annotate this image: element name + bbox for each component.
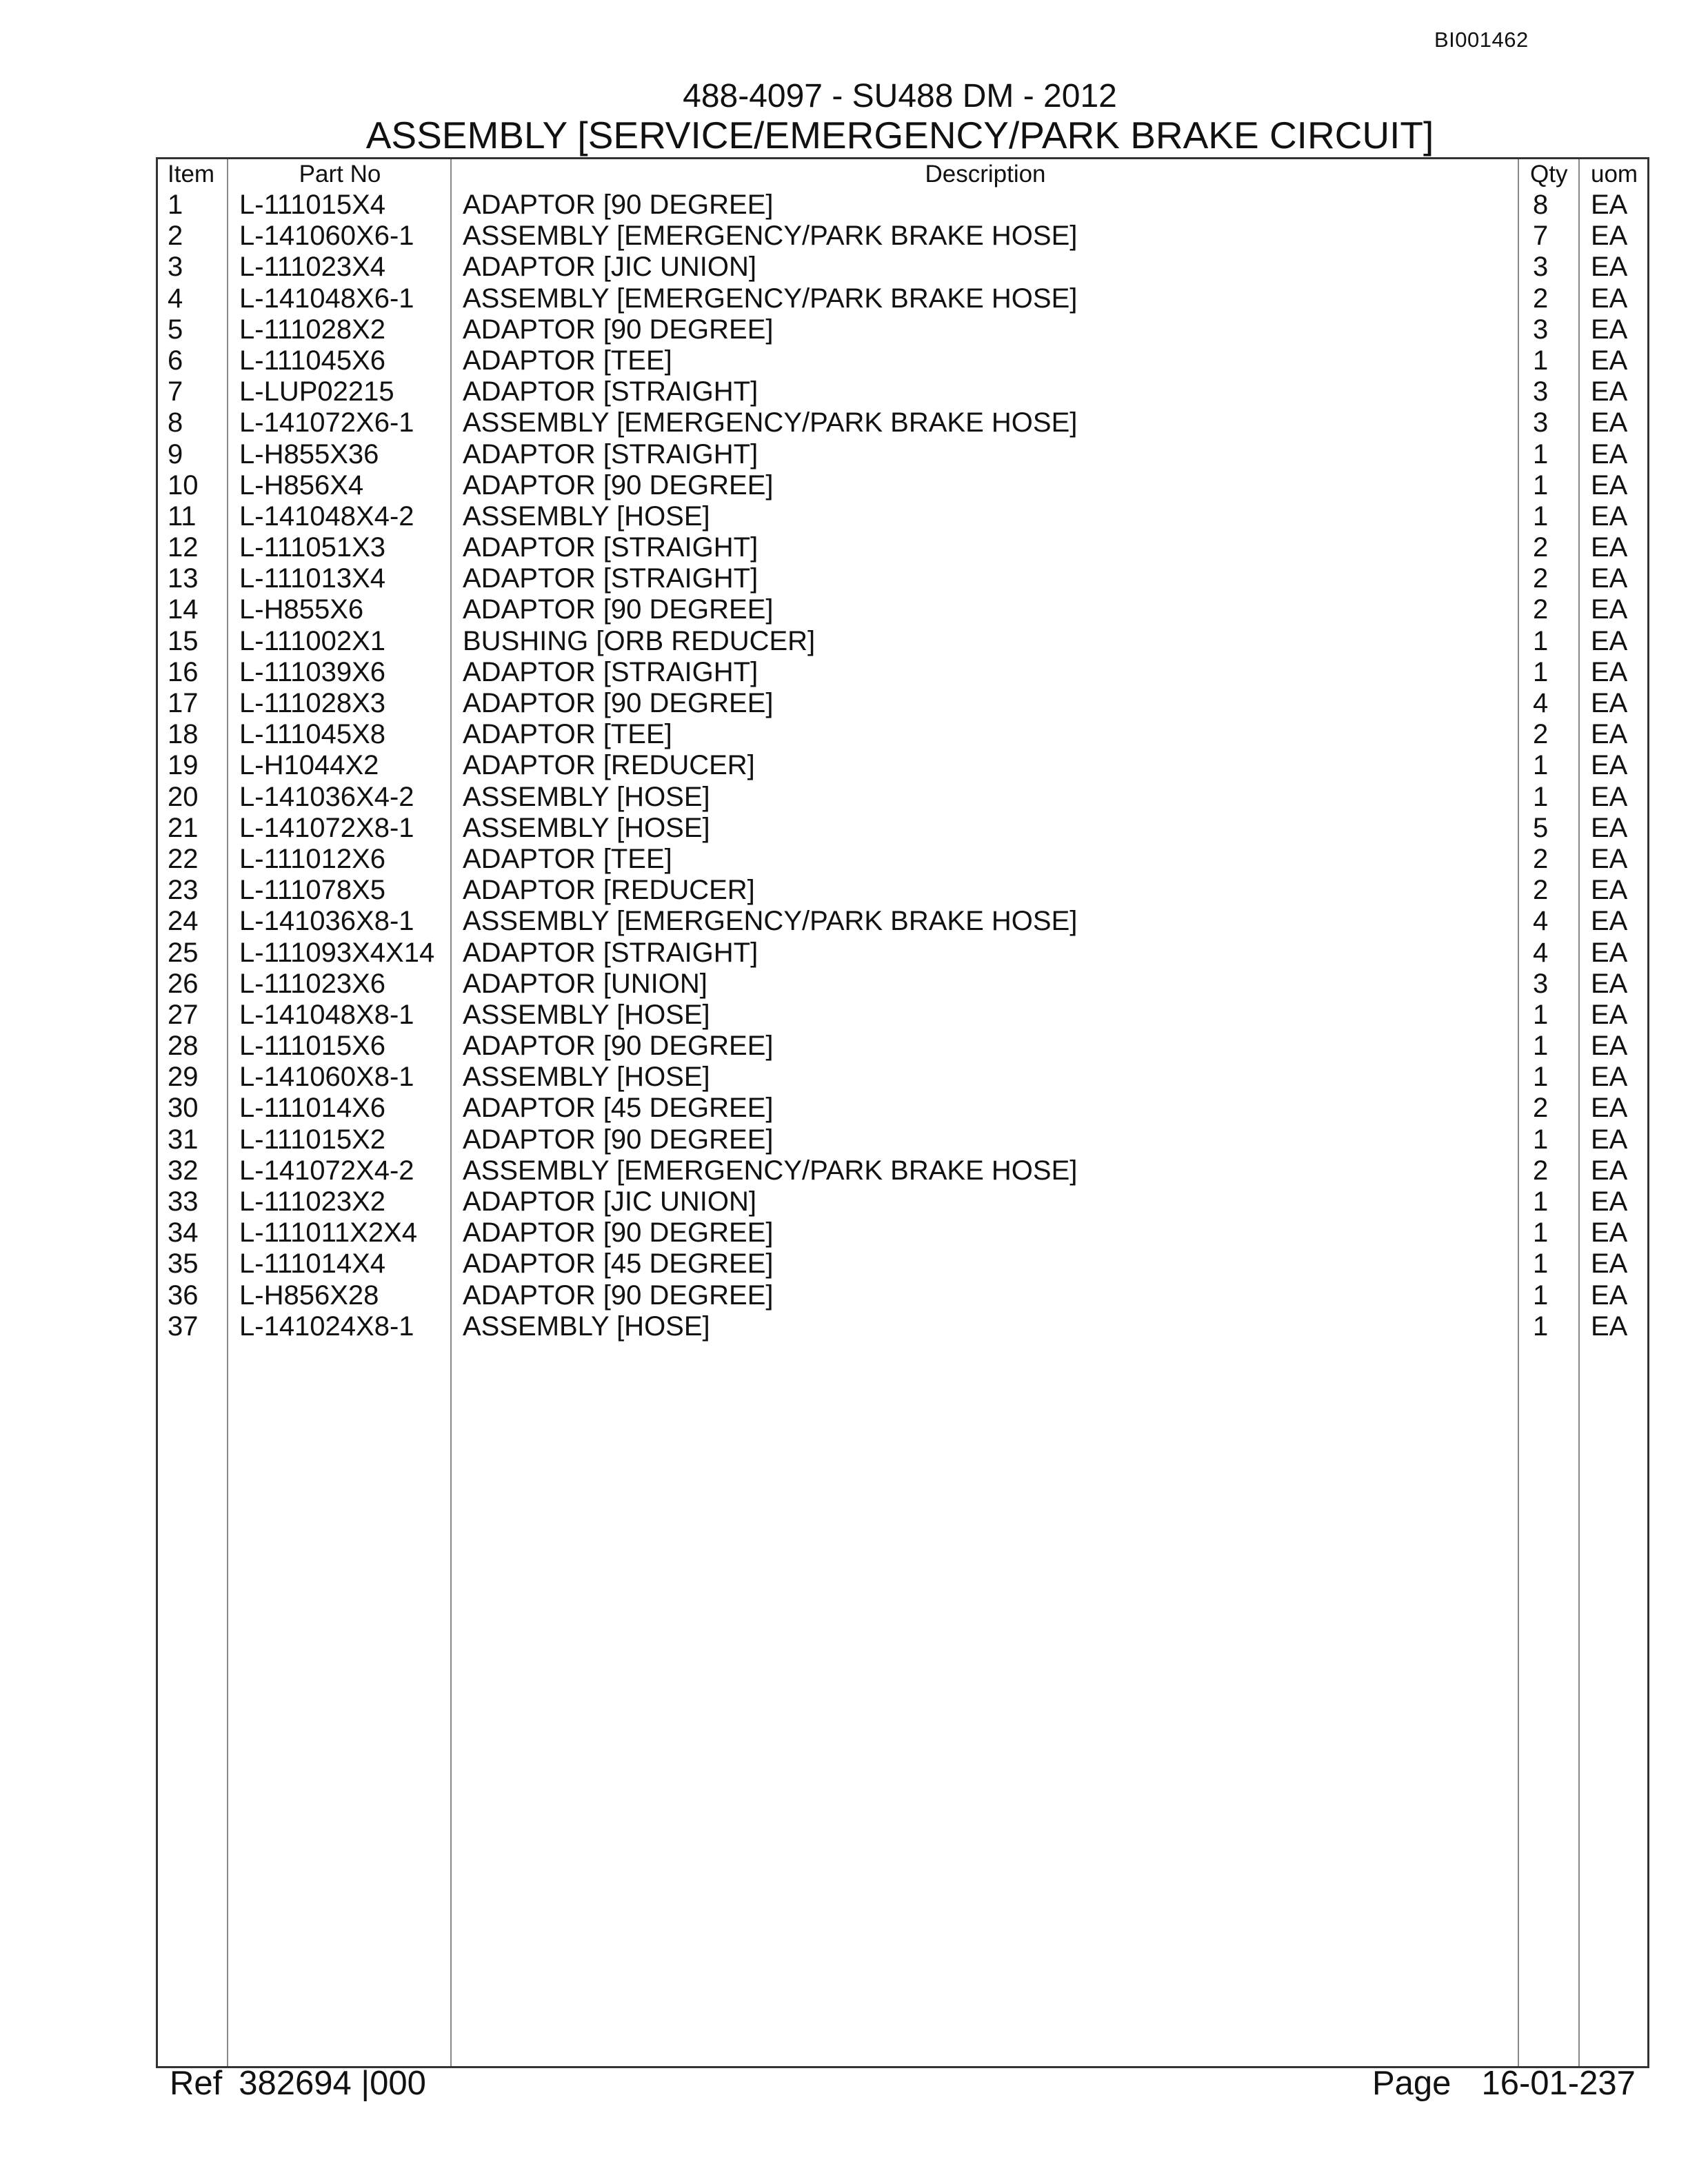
cell-qty: 1 <box>1533 469 1549 501</box>
cell-qty: 4 <box>1533 906 1549 937</box>
column-item <box>158 159 227 2066</box>
cell-part-no: L-111028X3 <box>239 688 386 718</box>
cell-qty: 2 <box>1533 843 1549 874</box>
parts-table <box>156 157 1649 2068</box>
cell-uom: EA <box>1591 1031 1628 1062</box>
cell-item: 17 <box>168 688 199 718</box>
cell-qty: 2 <box>1533 1093 1549 1124</box>
cell-uom: EA <box>1591 812 1628 843</box>
cell-description: ADAPTOR [STRAIGHT] <box>463 376 758 407</box>
cell-description: ASSEMBLY [EMERGENCY/PARK BRAKE HOSE] <box>463 283 1078 314</box>
cell-part-no: L-111045X8 <box>239 719 386 750</box>
cell-part-no: L-111014X6 <box>239 1093 386 1124</box>
cell-part-no: L-H855X36 <box>239 438 379 469</box>
cell-uom: EA <box>1591 469 1628 501</box>
cell-description: ASSEMBLY [HOSE] <box>463 812 710 843</box>
cell-item: 31 <box>168 1124 199 1155</box>
cell-part-no: L-111045X6 <box>239 345 386 376</box>
column-qty <box>1518 159 1580 2066</box>
cell-part-no: L-141060X8-1 <box>239 1062 414 1093</box>
cell-item: 21 <box>168 812 199 843</box>
qty-cells <box>1519 190 1580 1342</box>
page-title-assembly: ASSEMBLY [SERVICE/EMERGENCY/PARK BRAKE CIRCUIT] <box>365 114 1434 156</box>
cell-uom: EA <box>1591 1248 1628 1280</box>
cell-description: ADAPTOR [TEE] <box>463 345 672 376</box>
cell-part-no: L-111014X4 <box>239 1248 386 1280</box>
cell-description: ASSEMBLY [EMERGENCY/PARK BRAKE HOSE] <box>463 407 1078 438</box>
cell-uom: EA <box>1591 501 1628 532</box>
cell-qty: 2 <box>1533 1155 1549 1186</box>
cell-item: 22 <box>168 843 199 874</box>
cell-item: 18 <box>168 719 199 750</box>
cell-part-no: L-H1044X2 <box>239 750 379 781</box>
cell-item: 12 <box>168 532 199 563</box>
part-no-cells <box>228 190 452 1342</box>
cell-item: 25 <box>168 937 199 968</box>
cell-part-no: L-111051X3 <box>239 532 386 563</box>
cell-uom: EA <box>1591 1124 1628 1155</box>
cell-uom: EA <box>1591 221 1628 252</box>
cell-item: 16 <box>168 656 199 687</box>
cell-description: ADAPTOR [STRAIGHT] <box>463 563 758 594</box>
cell-item: 37 <box>168 1311 199 1342</box>
cell-uom: EA <box>1591 1155 1628 1186</box>
cell-part-no: L-141072X8-1 <box>239 812 414 843</box>
cell-item: 11 <box>168 501 197 532</box>
cell-qty: 2 <box>1533 563 1549 594</box>
cell-qty: 1 <box>1533 1124 1549 1155</box>
column-part-no <box>227 159 452 2066</box>
header-uom: uom <box>1591 161 1638 188</box>
cell-uom: EA <box>1591 625 1628 656</box>
cell-part-no: L-141036X8-1 <box>239 906 414 937</box>
description-cells <box>452 190 1519 1342</box>
cell-uom: EA <box>1591 999 1628 1030</box>
cell-qty: 8 <box>1533 190 1549 220</box>
cell-qty: 1 <box>1533 1217 1549 1248</box>
cell-qty: 4 <box>1533 688 1549 718</box>
cell-description: ASSEMBLY [EMERGENCY/PARK BRAKE HOSE] <box>463 906 1078 937</box>
cell-part-no: L-111093X4X14 <box>239 937 435 968</box>
cell-qty: 3 <box>1533 968 1549 999</box>
cell-uom: EA <box>1591 1311 1628 1342</box>
cell-qty: 7 <box>1533 221 1549 252</box>
cell-qty: 1 <box>1533 625 1549 656</box>
cell-qty: 3 <box>1533 376 1549 407</box>
cell-uom: EA <box>1591 438 1628 469</box>
cell-item: 36 <box>168 1280 199 1311</box>
cell-uom: EA <box>1591 656 1628 687</box>
cell-qty: 1 <box>1533 1280 1549 1311</box>
cell-description: ADAPTOR [UNION] <box>463 968 707 999</box>
cell-part-no: L-H856X4 <box>239 469 364 501</box>
cell-description: ADAPTOR [REDUCER] <box>463 750 755 781</box>
cell-item: 6 <box>168 345 183 376</box>
cell-uom: EA <box>1591 1093 1628 1124</box>
cell-item: 35 <box>168 1248 199 1280</box>
cell-item: 32 <box>168 1155 199 1186</box>
cell-part-no: L-111028X2 <box>239 314 386 345</box>
cell-description: ADAPTOR [TEE] <box>463 843 672 874</box>
cell-item: 20 <box>168 781 199 812</box>
page-title-model: 488-4097 - SU488 DM - 2012 <box>683 78 1117 114</box>
cell-description: ADAPTOR [TEE] <box>463 719 672 750</box>
cell-part-no: L-141048X6-1 <box>239 283 414 314</box>
cell-part-no: L-111011X2X4 <box>239 1217 417 1248</box>
cell-part-no: L-LUP02215 <box>239 376 394 407</box>
cell-item: 23 <box>168 875 199 906</box>
cell-item: 14 <box>168 594 199 625</box>
cell-qty: 2 <box>1533 532 1549 563</box>
cell-description: BUSHING [ORB REDUCER] <box>463 625 816 656</box>
cell-part-no: L-111002X1 <box>239 625 386 656</box>
cell-uom: EA <box>1591 252 1628 283</box>
cell-qty: 5 <box>1533 812 1549 843</box>
page-label: Page <box>1372 2065 1451 2102</box>
cell-uom: EA <box>1591 1186 1628 1217</box>
cell-qty: 4 <box>1533 937 1549 968</box>
cell-part-no: L-111012X6 <box>239 843 386 874</box>
cell-part-no: L-141048X4-2 <box>239 501 414 532</box>
cell-uom: EA <box>1591 532 1628 563</box>
cell-uom: EA <box>1591 937 1628 968</box>
cell-description: ASSEMBLY [HOSE] <box>463 999 710 1030</box>
cell-qty: 1 <box>1533 1062 1549 1093</box>
cell-description: ADAPTOR [45 DEGREE] <box>463 1248 774 1280</box>
cell-part-no: L-141072X4-2 <box>239 1155 414 1186</box>
ref-value: 382694 |000 <box>239 2065 426 2102</box>
cell-description: ADAPTOR [JIC UNION] <box>463 252 756 283</box>
cell-description: ASSEMBLY [EMERGENCY/PARK BRAKE HOSE] <box>463 221 1078 252</box>
column-uom <box>1578 159 1649 2066</box>
cell-item: 26 <box>168 968 199 999</box>
cell-item: 5 <box>168 314 183 345</box>
cell-qty: 3 <box>1533 407 1549 438</box>
cell-part-no: L-111013X4 <box>239 563 386 594</box>
footer-reference <box>170 2064 426 2103</box>
cell-description: ADAPTOR [90 DEGREE] <box>463 1217 774 1248</box>
header-part-no: Part No <box>299 161 381 188</box>
cell-uom: EA <box>1591 407 1628 438</box>
cell-qty: 2 <box>1533 594 1549 625</box>
cell-uom: EA <box>1591 968 1628 999</box>
cell-description: ADAPTOR [JIC UNION] <box>463 1186 756 1217</box>
cell-uom: EA <box>1591 190 1628 220</box>
cell-item: 13 <box>168 563 199 594</box>
cell-qty: 1 <box>1533 501 1549 532</box>
cell-description: ADAPTOR [STRAIGHT] <box>463 532 758 563</box>
cell-description: ADAPTOR [STRAIGHT] <box>463 656 758 687</box>
cell-item: 9 <box>168 438 183 469</box>
cell-uom: EA <box>1591 906 1628 937</box>
cell-item: 24 <box>168 906 199 937</box>
cell-item: 7 <box>168 376 183 407</box>
document-id: BI001462 <box>1434 28 1529 52</box>
cell-description: ASSEMBLY [HOSE] <box>463 1311 710 1342</box>
cell-part-no: L-141048X8-1 <box>239 999 414 1030</box>
cell-description: ADAPTOR [REDUCER] <box>463 875 755 906</box>
cell-description: ADAPTOR [90 DEGREE] <box>463 469 774 501</box>
cell-qty: 1 <box>1533 438 1549 469</box>
header-item: Item <box>168 161 215 188</box>
page-number: 16-01-237 <box>1481 2065 1636 2102</box>
ref-label: Ref <box>170 2065 223 2102</box>
cell-item: 33 <box>168 1186 199 1217</box>
cell-description: ADAPTOR [45 DEGREE] <box>463 1093 774 1124</box>
cell-part-no: L-111023X2 <box>239 1186 386 1217</box>
cell-uom: EA <box>1591 875 1628 906</box>
cell-part-no: L-111015X4 <box>239 190 386 220</box>
cell-description: ASSEMBLY [HOSE] <box>463 781 710 812</box>
cell-uom: EA <box>1591 1062 1628 1093</box>
footer-page <box>1372 2064 1636 2103</box>
cell-part-no: L-H856X28 <box>239 1280 379 1311</box>
cell-qty: 1 <box>1533 1248 1549 1280</box>
cell-item: 4 <box>168 283 183 314</box>
cell-item: 30 <box>168 1093 199 1124</box>
cell-item: 10 <box>168 469 199 501</box>
cell-description: ADAPTOR [90 DEGREE] <box>463 594 774 625</box>
cell-part-no: L-111015X2 <box>239 1124 386 1155</box>
cell-description: ASSEMBLY [EMERGENCY/PARK BRAKE HOSE] <box>463 1155 1078 1186</box>
cell-uom: EA <box>1591 1217 1628 1248</box>
cell-description: ADAPTOR [STRAIGHT] <box>463 937 758 968</box>
cell-description: ADAPTOR [90 DEGREE] <box>463 1280 774 1311</box>
cell-qty: 2 <box>1533 283 1549 314</box>
cell-qty: 1 <box>1533 1186 1549 1217</box>
cell-uom: EA <box>1591 376 1628 407</box>
cell-qty: 1 <box>1533 656 1549 687</box>
cell-qty: 2 <box>1533 875 1549 906</box>
cell-description: ADAPTOR [90 DEGREE] <box>463 190 774 220</box>
cell-part-no: L-111023X4 <box>239 252 386 283</box>
cell-part-no: L-H855X6 <box>239 594 364 625</box>
cell-description: ADAPTOR [90 DEGREE] <box>463 1031 774 1062</box>
cell-part-no: L-141024X8-1 <box>239 1311 414 1342</box>
cell-uom: EA <box>1591 345 1628 376</box>
cell-uom: EA <box>1591 594 1628 625</box>
cell-uom: EA <box>1591 781 1628 812</box>
cell-part-no: L-111015X6 <box>239 1031 386 1062</box>
uom-cells <box>1580 190 1649 1342</box>
cell-item: 34 <box>168 1217 199 1248</box>
cell-uom: EA <box>1591 283 1628 314</box>
cell-qty: 1 <box>1533 781 1549 812</box>
cell-item: 8 <box>168 407 183 438</box>
cell-qty: 1 <box>1533 345 1549 376</box>
cell-description: ASSEMBLY [HOSE] <box>463 501 710 532</box>
cell-uom: EA <box>1591 1280 1628 1311</box>
cell-item: 19 <box>168 750 199 781</box>
cell-description: ADAPTOR [90 DEGREE] <box>463 314 774 345</box>
cell-part-no: L-141036X4-2 <box>239 781 414 812</box>
cell-description: ASSEMBLY [HOSE] <box>463 1062 710 1093</box>
column-description <box>450 159 1519 2066</box>
header-description: Description <box>925 161 1046 188</box>
cell-item: 27 <box>168 999 199 1030</box>
cell-part-no: L-111039X6 <box>239 656 386 687</box>
cell-description: ADAPTOR [90 DEGREE] <box>463 1124 774 1155</box>
cell-item: 2 <box>168 221 183 252</box>
cell-qty: 3 <box>1533 252 1549 283</box>
cell-item: 3 <box>168 252 183 283</box>
cell-item: 15 <box>168 625 199 656</box>
cell-part-no: L-111078X5 <box>239 875 386 906</box>
cell-part-no: L-141060X6-1 <box>239 221 414 252</box>
cell-item: 29 <box>168 1062 199 1093</box>
header-qty: Qty <box>1530 161 1568 188</box>
cell-qty: 1 <box>1533 750 1549 781</box>
cell-uom: EA <box>1591 314 1628 345</box>
cell-qty: 1 <box>1533 999 1549 1030</box>
cell-item: 28 <box>168 1031 199 1062</box>
cell-qty: 1 <box>1533 1031 1549 1062</box>
cell-uom: EA <box>1591 843 1628 874</box>
cell-item: 1 <box>168 190 183 220</box>
cell-part-no: L-141072X6-1 <box>239 407 414 438</box>
cell-qty: 3 <box>1533 314 1549 345</box>
cell-qty: 1 <box>1533 1311 1549 1342</box>
cell-description: ADAPTOR [STRAIGHT] <box>463 438 758 469</box>
cell-uom: EA <box>1591 750 1628 781</box>
cell-description: ADAPTOR [90 DEGREE] <box>463 688 774 718</box>
item-cells <box>158 190 227 1342</box>
cell-qty: 2 <box>1533 719 1549 750</box>
cell-uom: EA <box>1591 719 1628 750</box>
cell-uom: EA <box>1591 563 1628 594</box>
cell-part-no: L-111023X6 <box>239 968 386 999</box>
cell-uom: EA <box>1591 688 1628 718</box>
